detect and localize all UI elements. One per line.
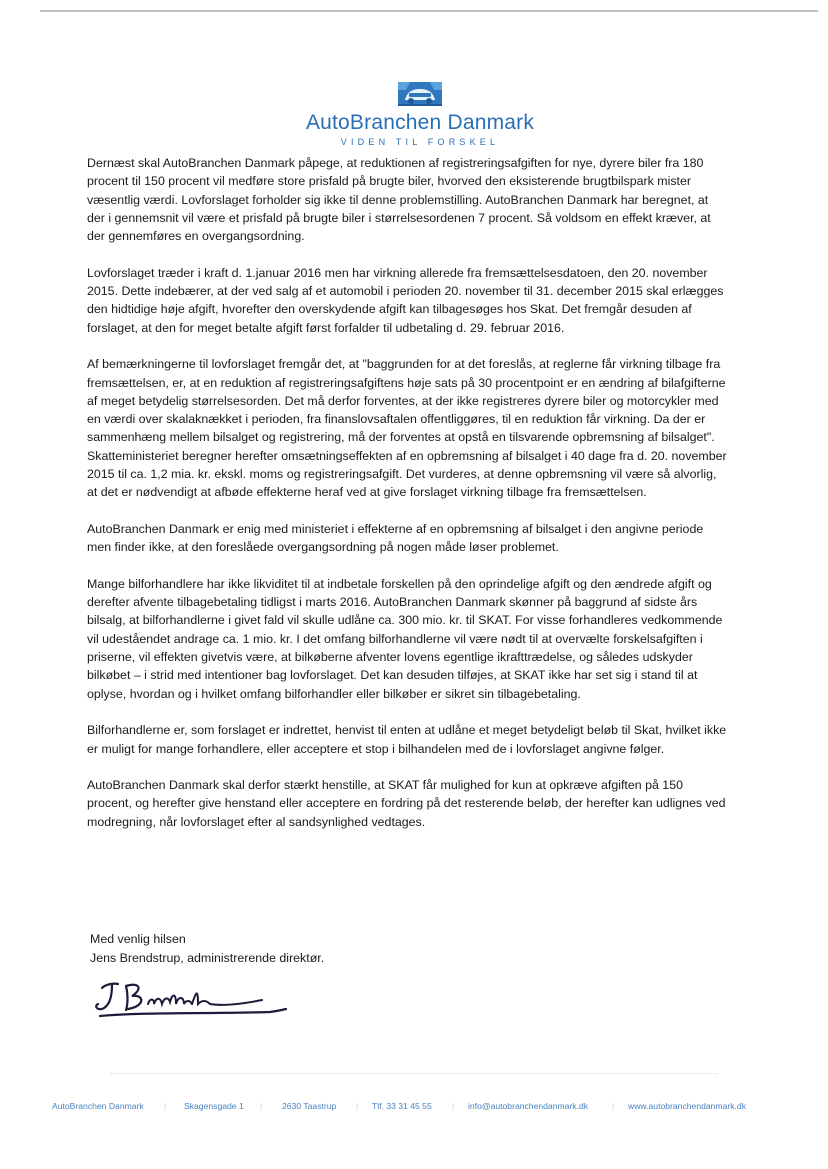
paragraph: Lovforslaget træder i kraft d. 1.januar 2016 men har virkning allerede fra fremsættelsesdatoen, den 20. november 2015. Dette indebærer, at der ved salg af et automobil i perioden 20. november til 31. december 2015 skal erlægges den hidtidige høje afgift, hvorefter den overskydende afgift kan tilbagesøges hos Skat. Det fremgår desuden af forslaget, at den for meget betalte afgift først forfalder til udbetaling d. 29. februar 2016. (87, 265, 724, 335)
footer-company: AutoBranchen Danmark (52, 1101, 144, 1111)
paragraph: Af bemærkningerne til lovforslaget fremgår det, at "baggrunden for at det foreslås, at reglerne får virkning tilbage fra fremsættelsen, er, at en reduktion af registreringsafgiftens høje sats på 30 procentpoint er en ændring af bilafgifterne af meget betydelig størrelsesorden. Det må derfor forventes, at der ikke registreres dyrere biler og motorcykler med en værdi over skalaknækket i perioden, fra finanslovsaftalen offentliggøres, til en reduktion får virkning. Da der er sammenhæng mellem bilsalget og registrering, må der forventes at opstå en tilsvarende opbremsning af bilsalget". Skatteministeriet beregner herefter omsætningseffekten af en opbremsning af bilsalget i 40 dage fra d. 20. november 2015 til ca. 1,2 mia. kr. ekskl. moms og registreringsafgift. Det vurderes, at denne opbremsning vil være så alvorlig, at det er nødvendigt at afbøde effekterne heraf ved at give forslaget virkning tilbage fra fremsættelsen. (87, 357, 727, 500)
footer-separator: | (452, 1101, 455, 1111)
footer-email-link[interactable]: info@autobranchendanmark.dk (468, 1101, 589, 1111)
footer-phone: Tlf. 33 31 45 55 (372, 1101, 432, 1111)
brand-tagline: VIDEN TIL FORSKEL (340, 137, 500, 147)
car-logo-icon (396, 78, 444, 110)
paragraph: Mange bilforhandlere har ikke likviditet til at indbetale forskellen på den oprindelige afgift og den ændrede afgift og derefter afvente tilbagebetaling tidligst i marts 2016. AutoBranchen Danmark skønner på baggrund af sidste års bilsalg, at bilforhandlerne i givet fald vil skulle udlåne ca. 300 mio. kr. til SKAT. For visse forhandleres vedkommende vil udeståendet andrage ca. 1 mio. kr. I det omfang bilforhandlerne vil være nødt til at overvælte forskelsafgiften i priserne, vil effekten givetvis være, at bilkøberne afventer lovens egentlige ikrafttrædelse, og således udskyder bilkøbet – i strid med intentioner bag lovforslaget. Det kan desuden tilføjes, at SKAT ikke har set sig i stand til at oplyse, hvordan og i hvilket omfang bilforhandler eller bilkøber er sikret sin tilbagebetaling. (87, 576, 723, 701)
footer (52, 1101, 772, 1115)
footer-city: 2630 Taastrup (282, 1101, 337, 1111)
footer-divider (110, 1073, 718, 1074)
signatory-name: Jens Brendstrup, administrerende direktør. (90, 950, 325, 965)
paragraph: AutoBranchen Danmark er enig med ministeriet i effekterne af en opbremsning af bilsalget i den angivne periode men finder ikke, at den foreslåede overgangsordning på nogen måde løser problemet. (87, 521, 704, 555)
footer-separator: | (260, 1101, 263, 1111)
footer-separator: | (612, 1101, 615, 1111)
footer-website-link[interactable]: www.autobranchendanmark.dk (628, 1101, 746, 1111)
brand-name: AutoBranchen Danmark (305, 111, 535, 134)
letterhead (300, 78, 540, 148)
top-rule (40, 10, 818, 12)
paragraph: AutoBranchen Danmark skal derfor stærkt henstille, at SKAT får mulighed for kun at opkræve afgiften på 150 procent, og herefter give henstand eller acceptere en fordring på det resterende beløb, der herefter kan udlignes ved modregning, når lovforslaget efter al sandsynlighed vedtages. (87, 778, 726, 829)
handwritten-signature (92, 974, 292, 1024)
letter-body (87, 154, 727, 849)
closing (90, 930, 324, 967)
paragraph: Dernæst skal AutoBranchen Danmark påpege, at reduktionen af registreringsafgiften for nye, dyrere biler fra 180 procent til 150 procent vil medføre store prisfald på brugte biler, hvorved den eksisterende brugtbilspark mister væsentlig værdi. Lovforslaget forholder sig ikke til denne problemstilling. AutoBranchen Danmark har beregnet, at der i gennemsnit vil være et prisfald på brugte biler i størrelsesordenen 7 procent. Så voldsom en effekt kræver, at der gennemføres en overgangsordning. (87, 156, 711, 244)
footer-separator: | (356, 1101, 359, 1111)
footer-separator: | (164, 1101, 167, 1111)
paragraph: Bilforhandlerne er, som forslaget er indrettet, henvist til enten at udlåne et meget betydeligt beløb til Skat, hvilket ikke er muligt for mange forhandlere, eller acceptere et stop i bilhandelen med de i lovforslaget angivne følger. (87, 723, 727, 756)
closing-greeting: Med venlig hilsen (90, 932, 186, 946)
footer-street: Skagensgade 1 (184, 1101, 244, 1111)
